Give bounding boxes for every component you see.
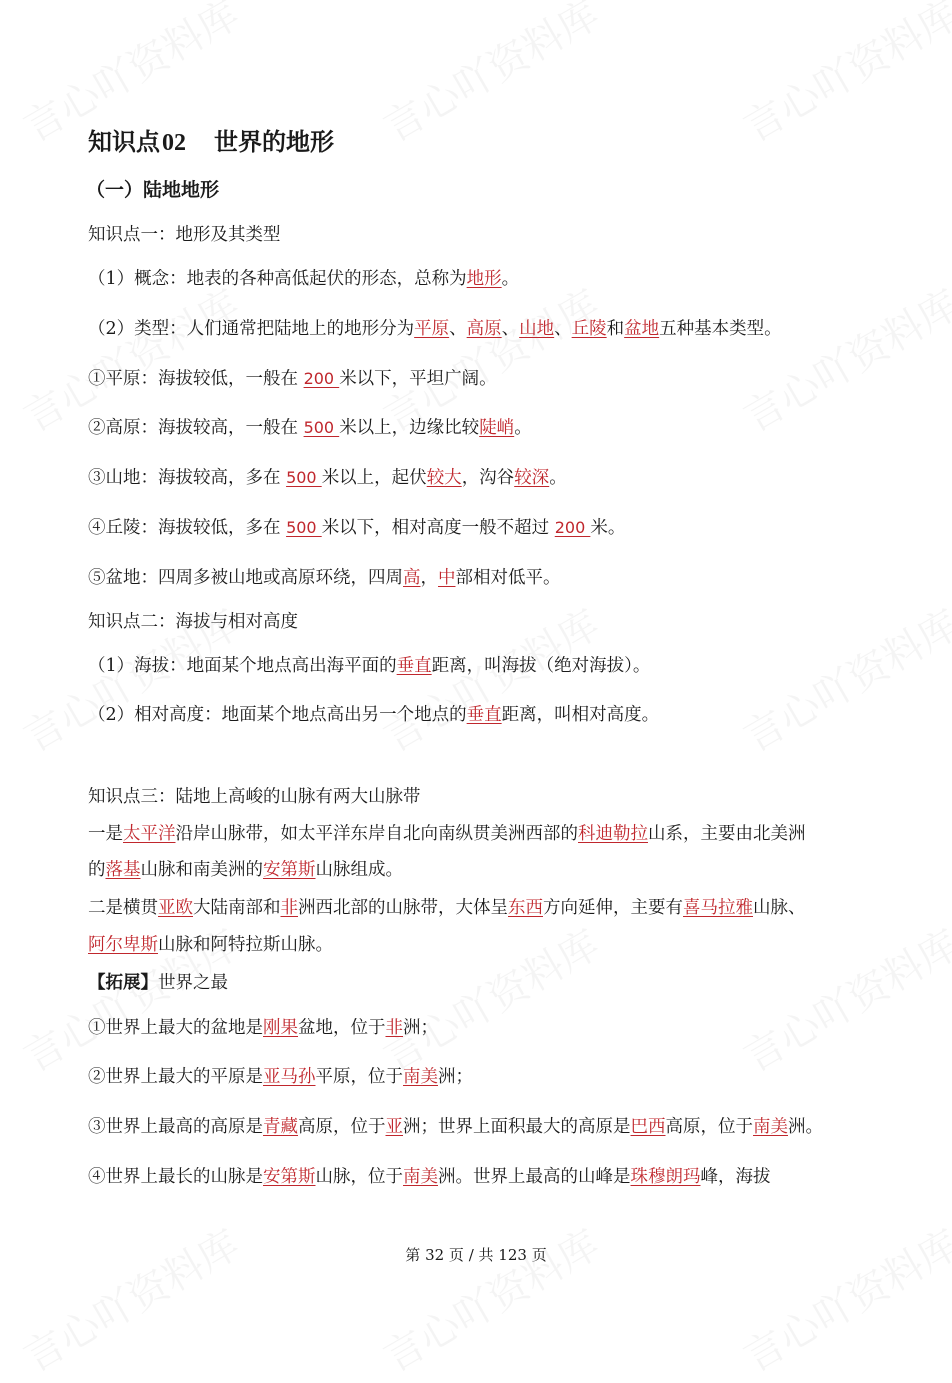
answer-blank: 亚马孙 — [263, 1067, 316, 1087]
page-footer: 第 32 页 / 共 123 页 — [405, 1246, 547, 1264]
kp1-basin: ⑤盆地：四周多被山地或高原环绕，四周高，中部相对低平。 — [88, 568, 561, 588]
answer-blank: 陡峭 — [479, 418, 515, 438]
answer-blank: 科迪勒拉 — [578, 824, 648, 844]
kp1-types: （2）类型：人们通常把陆地上的地形分为平原、高原、山地、丘陵和盆地五种基本类型。 — [88, 319, 782, 339]
watermark — [732, 594, 952, 763]
answer-blank: 高原 — [466, 319, 502, 339]
answer-blank: 珠穆朗玛 — [630, 1167, 701, 1187]
answer-blank: 南美 — [753, 1117, 788, 1137]
answer-blank: 亚 — [385, 1117, 403, 1137]
answer-blank: 平原 — [414, 319, 450, 339]
page-title: 知识点02 世界的地形 — [88, 127, 334, 156]
answer-blank: 较深 — [514, 468, 550, 488]
answer-blank: 盆地 — [624, 319, 660, 339]
answer-blank: 阿尔卑斯 — [88, 935, 158, 955]
answer-blank: 200 — [303, 369, 340, 388]
answer-blank: 巴西 — [630, 1117, 666, 1137]
answer-blank: 东西 — [508, 898, 543, 918]
answer-blank: 非 — [385, 1018, 403, 1038]
answer-blank: 垂直 — [396, 656, 432, 676]
kp3-belt2-line1: 二是横贯亚欧大陆南部和非洲西北部的山脉带，大体呈东西方向延伸，主要有喜马拉雅山脉、 — [88, 898, 806, 918]
watermark — [372, 1214, 608, 1383]
extension-tag: 【拓展】 — [88, 973, 158, 993]
answer-blank: 较大 — [426, 468, 462, 488]
answer-blank: 500 — [286, 518, 322, 537]
kp1-heading: 知识点一：地形及其类型 — [88, 225, 281, 245]
answer-blank: 中 — [438, 568, 456, 588]
answer-blank: 亚欧 — [158, 898, 193, 918]
watermark — [372, 594, 608, 763]
watermark — [732, 0, 952, 153]
kp3-belt2-line2: 阿尔卑斯山脉和阿特拉斯山脉。 — [88, 935, 333, 955]
answer-blank: 丘陵 — [571, 319, 607, 339]
answer-blank: 500 — [303, 418, 340, 437]
ext-item-4: ④世界上最长的山脉是安第斯山脉，位于南美洲。世界上最高的山峰是珠穆朗玛峰，海拔 — [88, 1167, 771, 1187]
kp2-heading: 知识点二：海拔与相对高度 — [88, 612, 298, 632]
answer-blank: 非 — [280, 898, 298, 918]
ext-item-1: ①世界上最大的盆地是刚果盆地，位于非洲； — [88, 1018, 438, 1038]
answer-blank: 太平洋 — [123, 824, 176, 844]
answer-blank: 落基 — [105, 860, 141, 880]
kp1-mountain: ③山地：海拔较高，多在 500 米以上，起伏较大，沟谷较深。 — [88, 468, 567, 488]
answer-blank: 喜马拉雅 — [683, 898, 753, 918]
watermark — [732, 914, 952, 1083]
ext-item-2: ②世界上最大的平原是亚马孙平原，位于南美洲； — [88, 1067, 473, 1087]
watermark — [732, 274, 952, 443]
kp1-hill: ④丘陵：海拔较低，多在 500 米以下，相对高度一般不超过 200 米。 — [88, 518, 626, 538]
answer-blank: 南美 — [403, 1067, 438, 1087]
answer-blank: 200 — [554, 518, 591, 537]
answer-blank: 安第斯 — [263, 1167, 316, 1187]
total-page-count: 123 — [498, 1246, 527, 1264]
watermark — [372, 0, 608, 153]
watermark — [12, 1214, 248, 1383]
answer-blank: 安第斯 — [263, 860, 316, 880]
kp3-heading: 知识点三：陆地上高峻的山脉有两大山脉带 — [88, 787, 421, 807]
kp2-relative: （2）相对高度：地面某个地点高出另一个地点的垂直距离，叫相对高度。 — [88, 705, 660, 725]
section-heading: （一）陆地地形 — [86, 179, 220, 201]
extension-heading: 【拓展】世界之最 — [88, 973, 228, 993]
answer-blank: 山地 — [519, 319, 555, 339]
ext-item-3: ③世界上最高的高原是青藏高原，位于亚洲；世界上面积最大的高原是巴西高原，位于南美洲。 — [88, 1117, 823, 1137]
answer-blank: 青藏 — [263, 1117, 298, 1137]
answer-blank: 地形 — [466, 269, 502, 289]
kp1-plain: ①平原：海拔较低，一般在 200 米以下，平坦广阔。 — [88, 369, 497, 389]
kp3-belt1-line2: 的落基山脉和南美洲的安第斯山脉组成。 — [88, 860, 403, 880]
answer-blank: 500 — [286, 468, 322, 487]
watermark — [372, 914, 608, 1083]
kp2-altitude: （1）海拔：地面某个地点高出海平面的垂直距离，叫海拔（绝对海拔）。 — [88, 656, 651, 676]
kp1-plateau: ②高原：海拔较高，一般在 500 米以上，边缘比较陡峭。 — [88, 418, 532, 438]
kp1-concept: （1）概念：地表的各种高低起伏的形态，总称为地形。 — [88, 269, 520, 289]
answer-blank: 刚果 — [263, 1018, 298, 1038]
answer-blank: 垂直 — [466, 705, 502, 725]
answer-blank: 高 — [403, 568, 421, 588]
kp3-belt1-line1: 一是太平洋沿岸山脉带，如太平洋东岸自北向南纵贯美洲西部的科迪勒拉山系，主要由北美洲 — [88, 824, 806, 844]
answer-blank: 南美 — [403, 1167, 438, 1187]
current-page-number: 32 — [425, 1246, 445, 1264]
watermark — [732, 1214, 952, 1383]
